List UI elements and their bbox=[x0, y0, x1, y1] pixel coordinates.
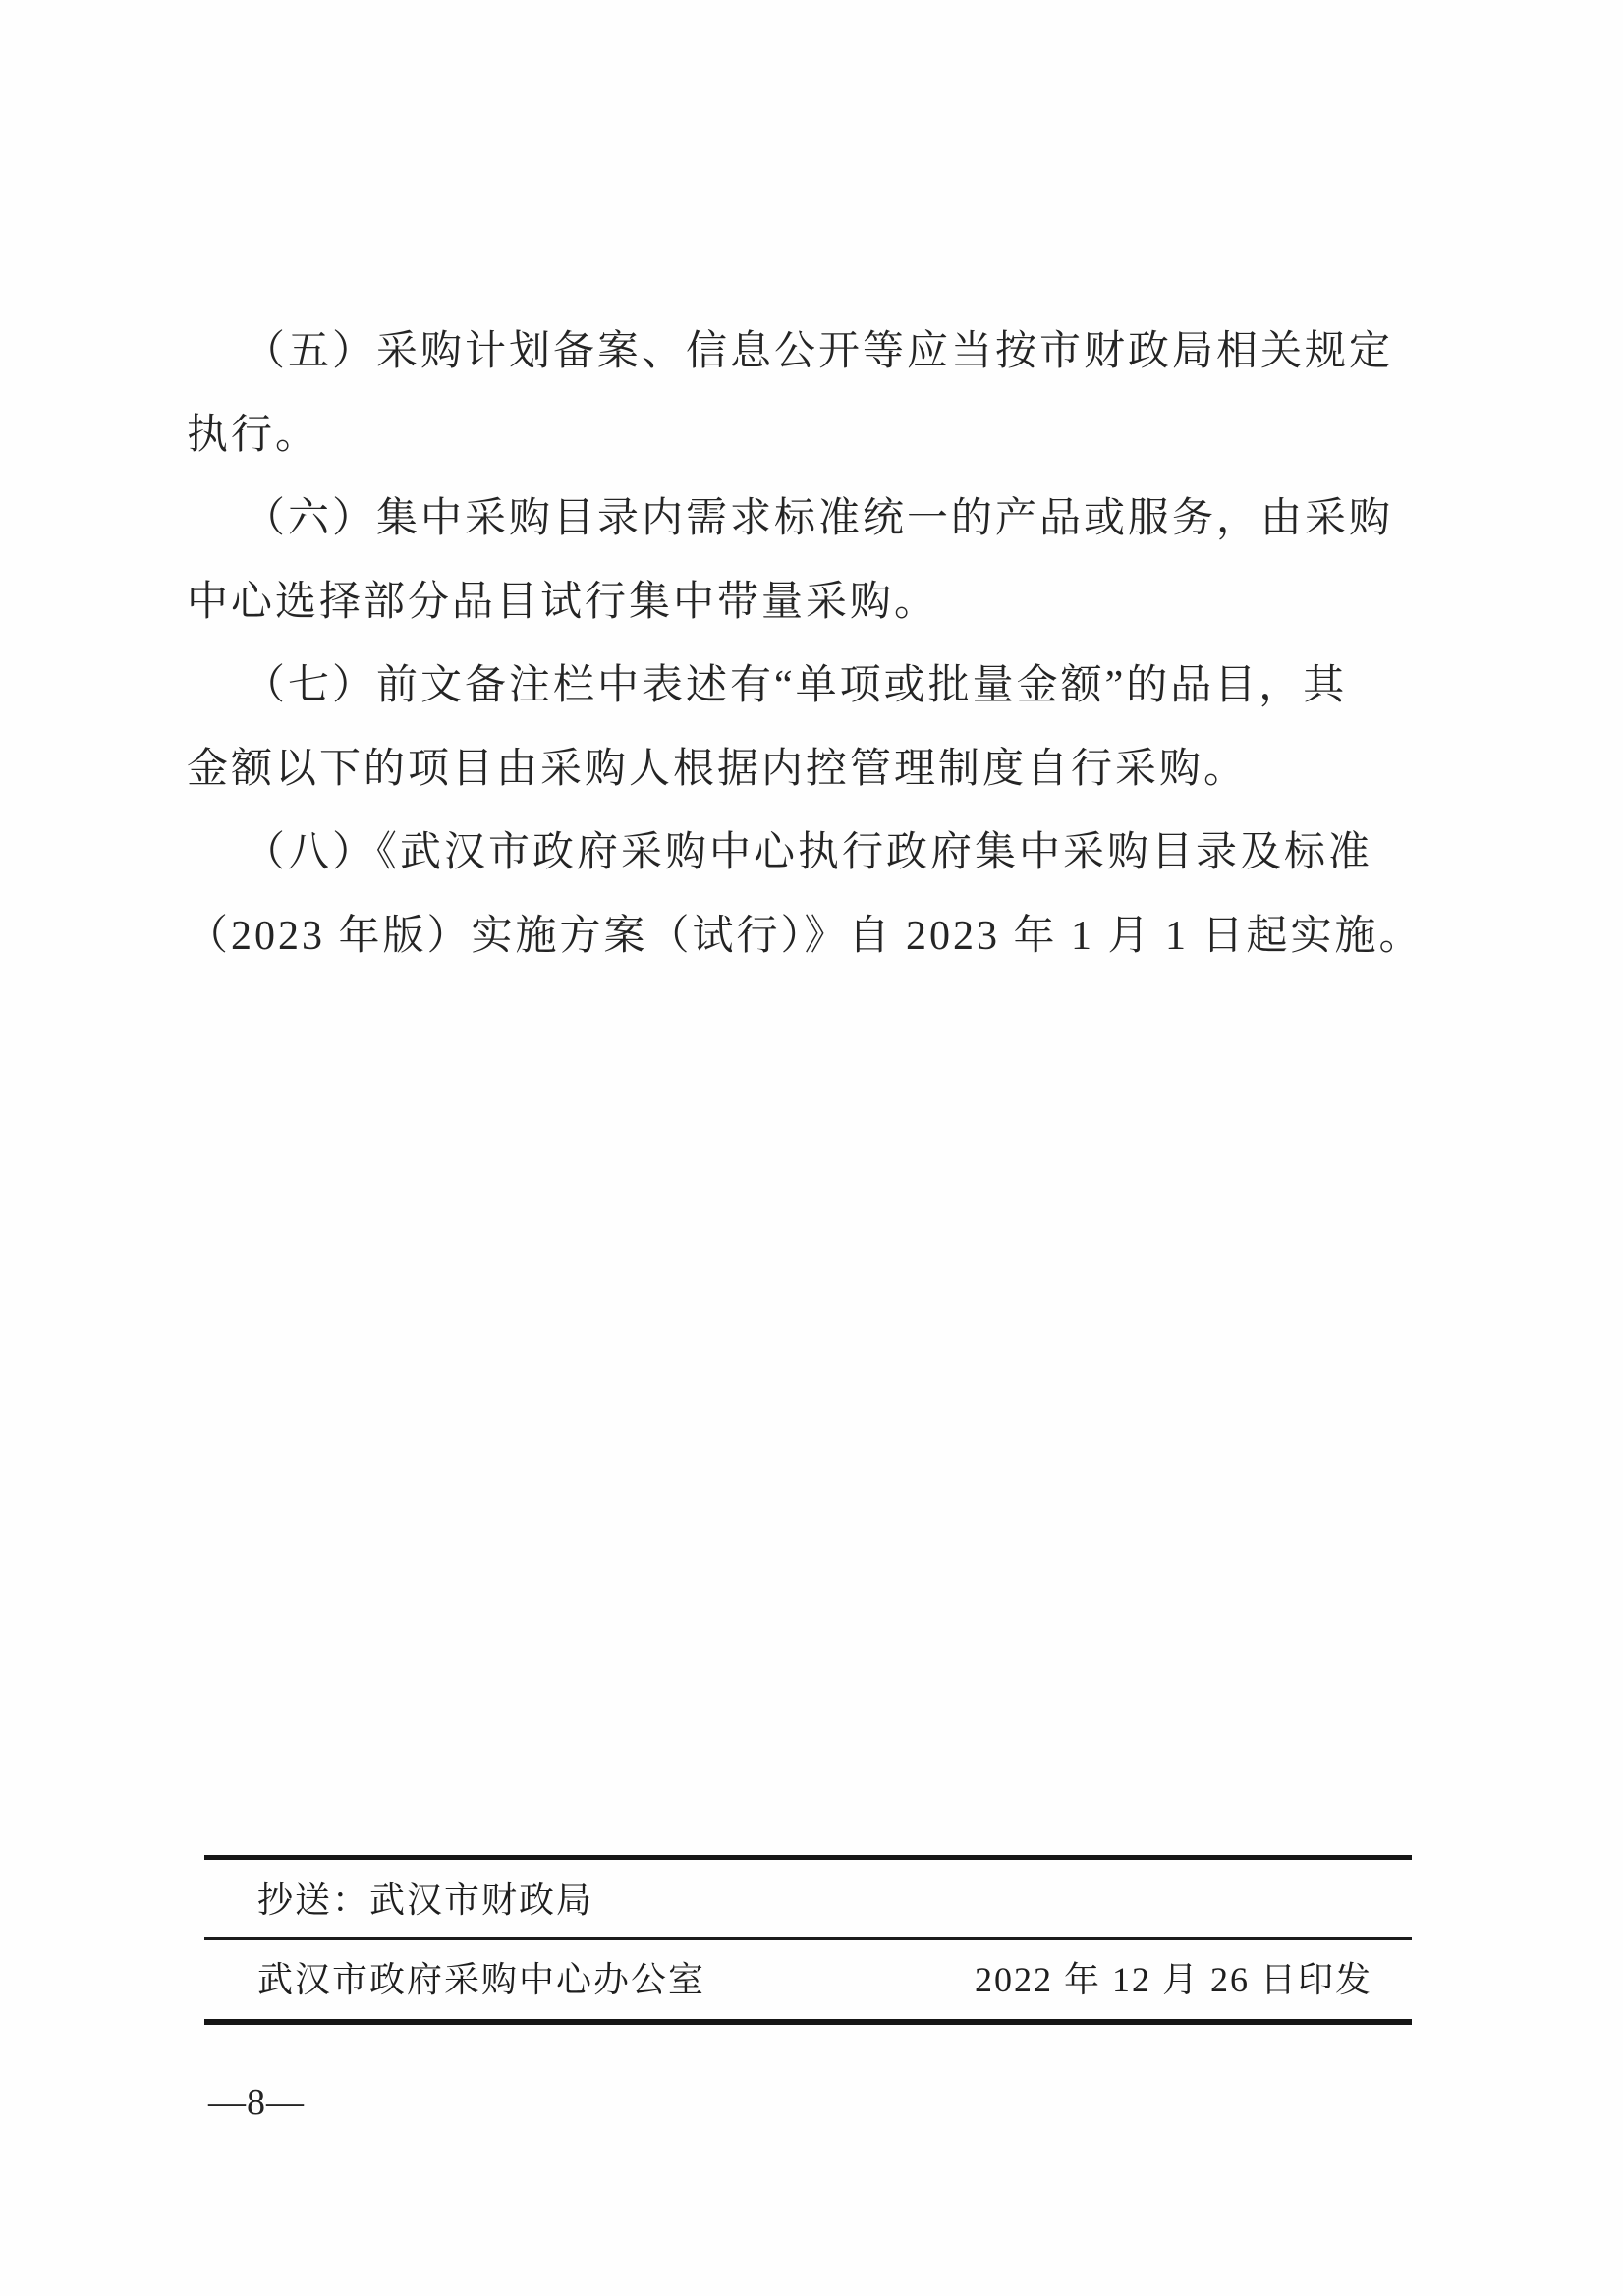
paragraph-line: 中心选择部分品目试行集中带量采购。 bbox=[187, 580, 939, 625]
paragraph-line: （五）采购计划备案、信息公开等应当按市财政局相关规定 bbox=[244, 329, 1394, 374]
paragraph-item-7 bbox=[187, 644, 1415, 812]
paragraph-line: 执行。 bbox=[187, 413, 320, 458]
cc-label: 抄送： bbox=[257, 1880, 370, 1920]
page-number: —8— bbox=[208, 2082, 305, 2123]
paragraph-line: （七）前文备注栏中表述有“单项或批量金额”的品目，其 bbox=[244, 663, 1348, 708]
paragraph-line: （2023 年版）实施方案（试行）》自 2023 年 1 月 1 日起实施。 bbox=[187, 914, 1424, 959]
paragraph-item-8 bbox=[187, 812, 1424, 979]
cc-row bbox=[204, 1860, 1412, 1940]
cc-value: 武汉市财政局 bbox=[369, 1880, 594, 1920]
paragraph-item-5 bbox=[187, 310, 1415, 477]
paragraph-line: 金额以下的项目由采购人根据内控管理制度自行采购。 bbox=[187, 747, 1249, 792]
issue-row bbox=[204, 1940, 1412, 2019]
document-footer bbox=[204, 1855, 1412, 2025]
document-body bbox=[187, 310, 1424, 979]
print-date: 2022 年 12 月 26 日印发 bbox=[974, 1960, 1372, 1999]
paragraph-line: （六）集中采购目录内需求标准统一的产品或服务，由采购 bbox=[244, 496, 1394, 541]
issuing-office: 武汉市政府采购中心办公室 bbox=[257, 1960, 706, 1999]
paragraph-item-6 bbox=[187, 477, 1415, 644]
paragraph-line: （八）《武汉市政府采购中心执行政府集中采购目录及标准 bbox=[244, 830, 1373, 875]
